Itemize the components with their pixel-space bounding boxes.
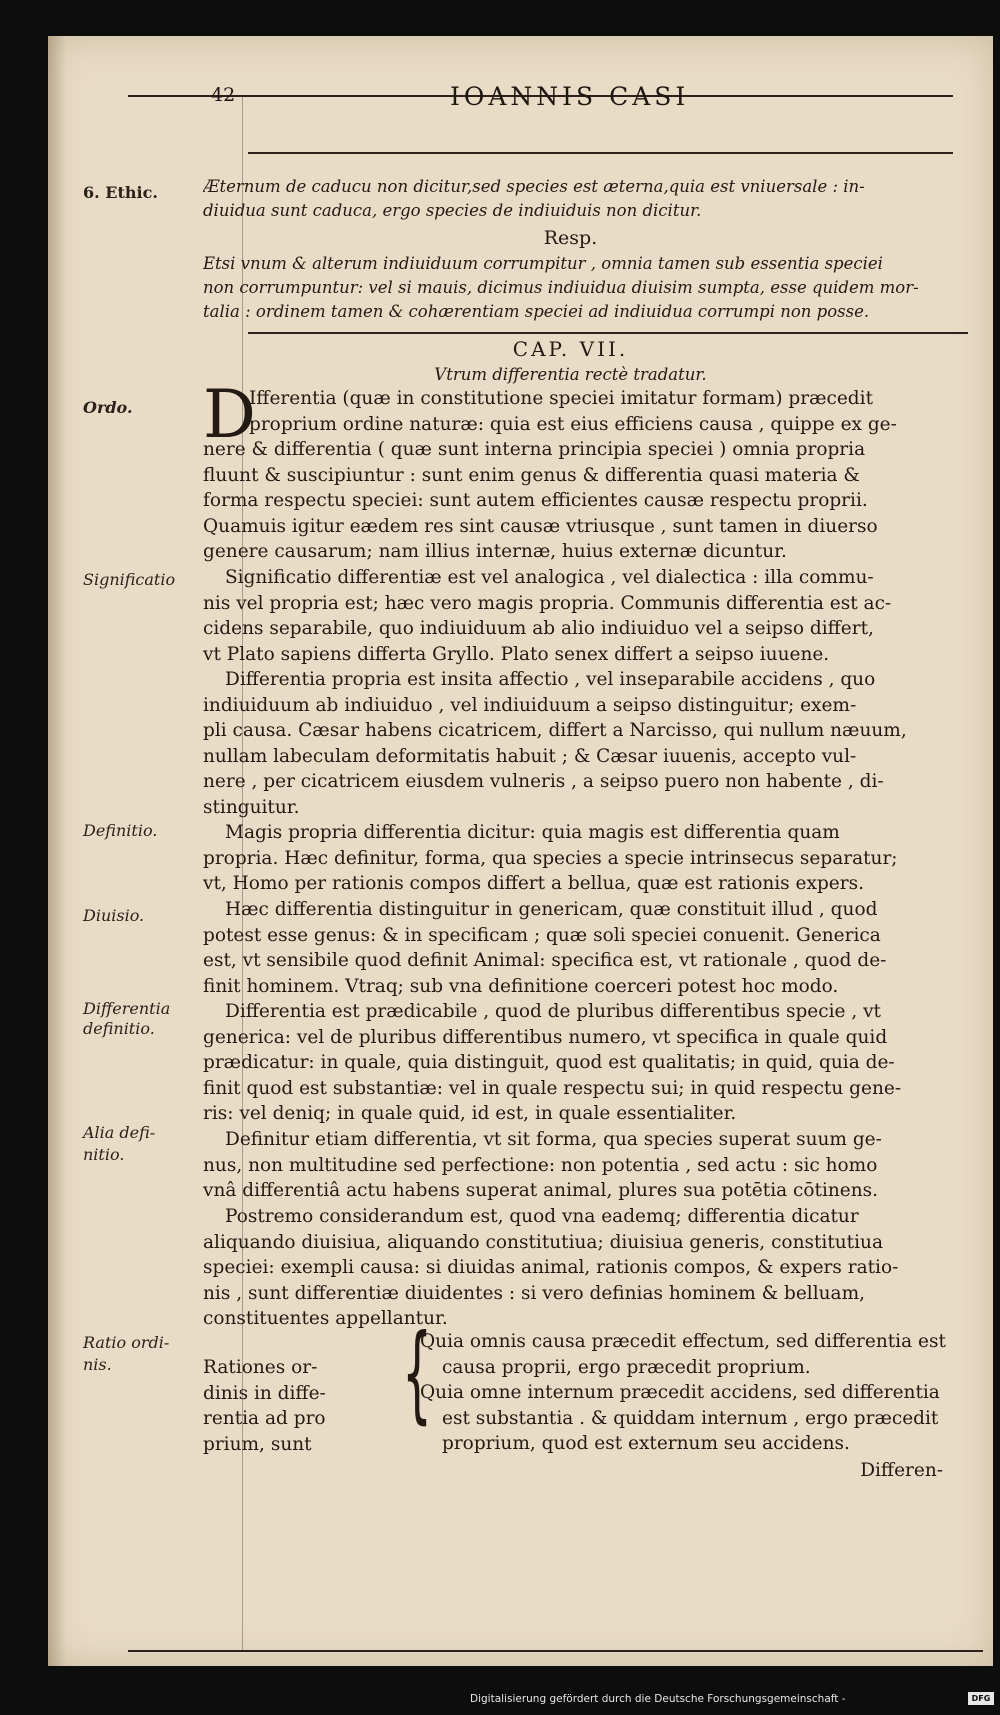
text-line: dinis in diffe- [203,1382,326,1404]
paragraph-2 [203,565,938,667]
text-line: prium, sunt [203,1433,312,1455]
rationes-label [203,1355,363,1457]
paragraph-7 [203,1127,938,1204]
margin-note-diuisio: Diuisio. [83,906,145,925]
text-line: Ifferentia (quæ in constitutione speciei imitatur formam) præcedit [249,388,874,409]
paragraph-6 [203,999,938,1127]
bottom-rule [128,1650,983,1652]
paragraph-3 [203,667,938,820]
text-line: causa proprii, ergo præcedit proprium. [442,1356,811,1378]
rationes-list [420,1329,960,1457]
running-title: IOANNIS CASI [450,82,690,111]
text-line: proprium ordine naturæ: quia est eius efficiens causa , quippe ex ge- [249,413,897,435]
text-line: Quia omnis causa præcedit effectum, sed differentia est [420,1331,946,1352]
text-line: est substantia . & quiddam internum , ergo præcedit [442,1407,939,1429]
margin-note-significatio: Significatio [83,570,176,589]
objection [203,175,938,223]
objection-line: diuidua sunt caduca, ergo species de indiuiduis non dicitur. [203,201,702,220]
text-line: constituentes appellantur. [203,1308,448,1329]
chapter-title: CAP. VII. [512,337,629,361]
text-line: pli causa. Cæsar habens cicatricem, differt a Narcisso, qui nullum næuum, [203,720,907,741]
text-line: Magis propria differentia dicitur: quia magis est differentia quam [225,822,840,843]
text-line: Differentia propria est insita affectio , vel inseparabile accidens , quo [225,669,876,690]
response [203,252,938,324]
text-line: genere causarum; nam illius internæ, huius externæ dicuntur. [203,541,787,562]
margin-note-ratio-ordinis-1: Ratio ordi- [83,1333,170,1352]
margin-note-ethic: 6. Ethic. [83,183,158,202]
text-line: aliquando diuisiua, aliquando constitutiua; diuisiua generis, constitutiua [203,1231,883,1253]
paragraph-4 [203,820,938,897]
text-line: propria. Hæc definitur, forma, qua species a specie intrinsecus separatur; [203,847,898,869]
text-line: potest esse genus: & in specificam ; quæ soli speciei conuenit. Generica [203,924,881,946]
paragraph-1 [203,376,938,565]
margin-note-differentia-definitio-1: Differentia [83,999,171,1018]
margin-note-definitio: Definitio. [83,821,158,840]
text-line: Rationes or- [203,1357,318,1378]
text-line: nis vel propria est; hæc vero magis propria. Communis differentia est ac- [203,592,892,614]
text-line: vnâ differentiâ actu habens superat animal, plures sua potētia cōtinens. [203,1180,879,1201]
curly-brace: { [402,1312,433,1434]
text-line: fluunt & suscipiuntur : sunt enim genus & differentia quasi materia & [203,464,860,486]
text-line: speciei: exempli causa: si diuidas animal, rationis compos, & expers ratio- [203,1257,899,1278]
text-line: proprium, quod est externum seu accidens. [442,1433,850,1454]
page-number: 42 [211,84,236,106]
text-line: finit hominem. Vtraq; sub vna definitione coerceri potest hoc modo. [203,975,839,997]
margin-note-alia-definitio-1: Alia defi- [83,1123,156,1142]
margin-note-ordo: Ordo. [83,398,133,417]
response-line: talia : ordinem tamen & cohærentiam speciei ad indiuidua corrumpi non posse. [203,302,870,321]
text-line: nullam labeculam deformitatis habuit ; & Cæsar iuuenis, accepto vul- [203,745,857,767]
response-line: Etsi vnum & alterum indiuiduum corrumpitur , omnia tamen sub essentia speciei [203,254,883,273]
text-line: Significatio differentiæ est vel analogica , vel dialectica : illa commu- [225,567,874,588]
paragraph-8 [203,1204,938,1332]
margin-note-ratio-ordinis-2: nis. [83,1355,112,1374]
resp-label: Resp. [543,227,598,249]
margin-note-alia-definitio-2: nitio. [83,1145,125,1164]
text-line: Quamuis igitur eædem res sint causæ vtriusque , sunt tamen in diuerso [203,515,878,537]
text-line: nere , per cicatricem eiusdem vulneris , a seipso puero non habente , di- [203,771,884,792]
text-line: Hæc differentia distinguitur in genericam, quæ constituit illud , quod [225,899,878,920]
header-rule [248,152,953,154]
drop-cap: D [203,376,256,453]
text-line: nis , sunt differentiæ diuidentes : si vero definias hominem & belluam, [203,1282,866,1304]
response-line: non corrumpuntur: vel si mauis, dicimus indiuidua diuisim sumpta, esse quidem mor- [203,278,919,297]
text-line: vt Plato sapiens differta Gryllo. Plato senex differt a seipso iuuene. [203,643,830,665]
section-rule [248,332,968,334]
text-line: generica: vel de pluribus differentibus numero, vt specifica in quale quid [203,1026,888,1048]
chapter-subtitle: Vtrum differentia rectè tradatur. [434,365,707,384]
text-line: est, vt sensibile quod definit Animal: specifica est, vt rationale , quod de- [203,950,887,971]
text-line: Quia omne internum præcedit accidens, sed differentia [420,1382,940,1403]
text-line: Postremo considerandum est, quod vna eademq; differentia dicatur [225,1206,859,1227]
paragraph-5 [203,897,938,999]
text-line: nus, non multitudine sed perfectione: non potentia , sed actu : sic homo [203,1154,878,1176]
text-line: indiuiduum ab indiuiduo , vel indiuiduum a seipso distinguitur; exem- [203,694,857,716]
margin-note-differentia-definitio-2: definitio. [83,1019,155,1038]
text-line: Definitur etiam differentia, vt sit forma, qua species superat suum ge- [225,1129,882,1150]
dfg-logo: DFG [968,1692,994,1705]
text-line: stinguitur. [203,796,300,818]
text-line: ris: vel deniq; in quale quid, id est, in quale essentialiter. [203,1103,737,1124]
text-line: prædicatur: in quale, quia distinguit, quod est qualitatis; in quid, quia de- [203,1052,895,1073]
catchword: Differen- [860,1460,943,1481]
text-line: nere & differentia ( quæ sunt interna principia speciei ) omnia propria [203,439,866,460]
footer-credit: Digitalisierung gefördert durch die Deutsche Forschungsgemeinschaft - [470,1693,846,1705]
text-line: rentia ad pro [203,1408,326,1429]
text-line: cidens separabile, quo indiuiduum ab alio indiuiduo vel a seipso differt, [203,618,874,639]
text-line: vt, Homo per rationis compos differt a bellua, quæ est rationis expers. [203,873,864,894]
objection-line: Æternum de caducu non dicitur,sed species est æterna,quia est vniuersale : in- [203,177,865,196]
text-line: Differentia est prædicabile , quod de pluribus differentibus specie , vt [225,1001,881,1022]
text-line: forma respectu speciei: sunt autem efficientes causæ respectu proprii. [203,490,868,511]
text-line: finit quod est substantiæ: vel in quale respectu sui; in quid respectu gene- [203,1077,902,1099]
